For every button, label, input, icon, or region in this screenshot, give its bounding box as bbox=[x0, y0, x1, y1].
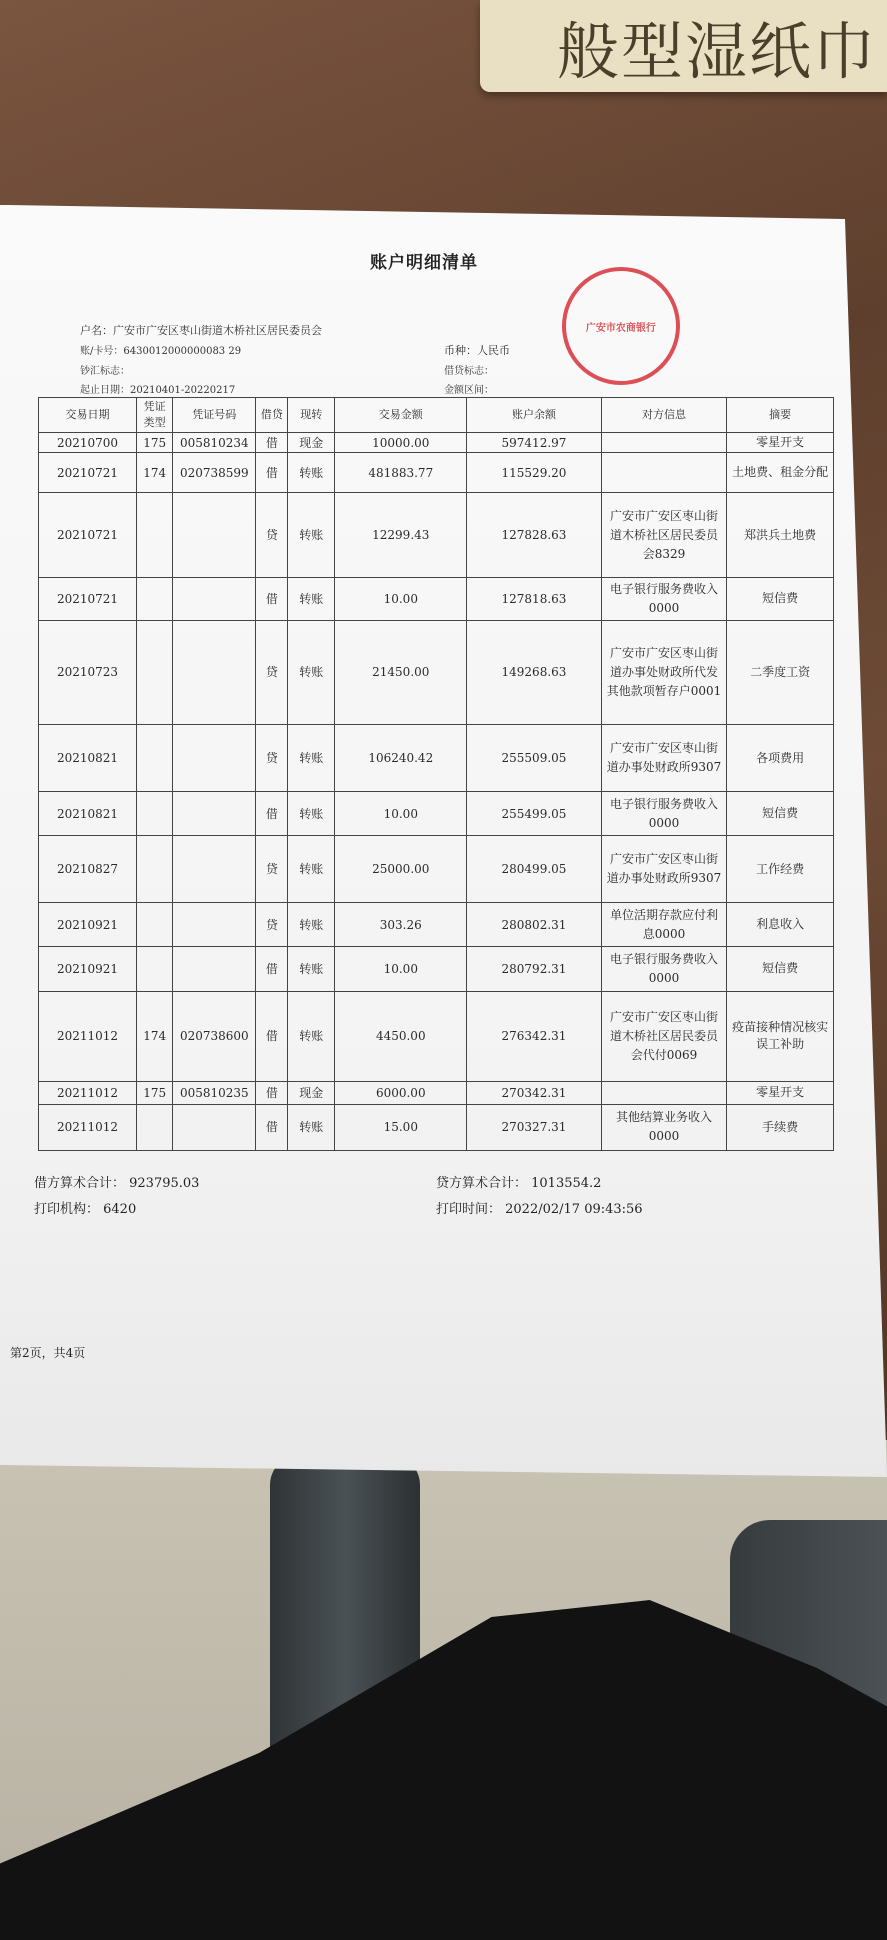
seal-text: 广安市农商银行 bbox=[586, 322, 656, 334]
table-row bbox=[39, 791, 834, 835]
cell-summary: 零星开支 bbox=[727, 433, 834, 453]
cell-date: 20210721 bbox=[39, 578, 137, 620]
cell-summary: 土地费、租金分配 bbox=[727, 453, 834, 493]
table-row bbox=[39, 1104, 834, 1151]
cell-voucher-type: 174 bbox=[137, 991, 173, 1082]
table-row bbox=[39, 620, 834, 725]
cell-voucher-no bbox=[173, 493, 256, 578]
cell-debit-credit: 借 bbox=[256, 947, 288, 991]
cell-balance: 270327.31 bbox=[467, 1104, 601, 1151]
cell-balance: 280802.31 bbox=[467, 902, 601, 946]
cell-summary: 短信费 bbox=[727, 947, 834, 991]
cell-summary: 利息收入 bbox=[727, 902, 834, 946]
cell-voucher-type bbox=[137, 620, 173, 725]
cell-voucher-no: 005810234 bbox=[173, 433, 256, 453]
cell-balance: 270342.31 bbox=[467, 1082, 601, 1104]
cell-debit-credit: 借 bbox=[256, 433, 288, 453]
cell-balance: 280499.05 bbox=[467, 836, 601, 903]
cell-date: 20211012 bbox=[39, 991, 137, 1082]
cell-amount: 25000.00 bbox=[335, 836, 467, 903]
cell-summary: 二季度工资 bbox=[727, 620, 834, 725]
table-row bbox=[39, 1082, 834, 1104]
cell-summary: 零星开支 bbox=[727, 1082, 834, 1104]
print-org: 打印机构： 6420 bbox=[34, 1202, 137, 1217]
cell-counterparty: 电子银行服务费收入0000 bbox=[601, 947, 727, 991]
cell-counterparty: 电子银行服务费收入0000 bbox=[601, 578, 727, 620]
cell-summary: 疫苗接种情况核实误工补助 bbox=[727, 991, 834, 1082]
cell-cash-transfer: 转账 bbox=[288, 578, 335, 620]
cell-date: 20210821 bbox=[39, 791, 137, 835]
cell-balance: 280792.31 bbox=[467, 947, 601, 991]
cell-voucher-no bbox=[173, 902, 256, 946]
cell-voucher-no bbox=[173, 578, 256, 620]
cell-cash-transfer: 转账 bbox=[288, 1104, 335, 1151]
cell-voucher-type: 175 bbox=[137, 433, 173, 453]
account-name: 户名：广安市广安区枣山街道木桥社区居民委员会 bbox=[80, 324, 322, 337]
cell-summary: 郑洪兵土地费 bbox=[727, 493, 834, 578]
cell-amount: 106240.42 bbox=[335, 725, 467, 792]
header-debit-credit: 借贷 bbox=[256, 398, 288, 433]
cell-voucher-type bbox=[137, 791, 173, 835]
cell-voucher-type bbox=[137, 947, 173, 991]
header-voucher-no: 凭证号码 bbox=[173, 398, 256, 433]
tissue-package-text: 般型湿纸巾 bbox=[556, 15, 877, 88]
table-row bbox=[39, 947, 834, 991]
cell-voucher-type: 174 bbox=[137, 453, 173, 493]
date-range: 起止日期：20210401-20220217 bbox=[80, 385, 236, 396]
cell-counterparty bbox=[601, 433, 727, 453]
table-row bbox=[39, 578, 834, 620]
cell-voucher-type bbox=[137, 1104, 173, 1151]
print-time: 打印时间： 2022/02/17 09:43:56 bbox=[436, 1202, 643, 1217]
cell-amount: 481883.77 bbox=[335, 453, 467, 493]
cell-counterparty: 其他结算业务收入0000 bbox=[601, 1104, 727, 1151]
table-row bbox=[39, 902, 834, 946]
cell-date: 20210921 bbox=[39, 902, 137, 946]
cell-date: 20210721 bbox=[39, 493, 137, 578]
table-row bbox=[39, 991, 834, 1082]
header-summary: 摘要 bbox=[727, 398, 834, 433]
tissue-package bbox=[480, 0, 887, 92]
cell-summary: 短信费 bbox=[727, 791, 834, 835]
cell-date: 20211012 bbox=[39, 1082, 137, 1104]
cell-cash-transfer: 现金 bbox=[288, 1082, 335, 1104]
cell-counterparty: 单位活期存款应付利息0000 bbox=[601, 902, 727, 946]
cell-date: 20210827 bbox=[39, 836, 137, 903]
cell-cash-transfer: 转账 bbox=[288, 453, 335, 493]
cell-counterparty: 广安市广安区枣山街道木桥社区居民委员会代付0069 bbox=[601, 991, 727, 1082]
cell-cash-transfer: 转账 bbox=[288, 991, 335, 1082]
cell-debit-credit: 借 bbox=[256, 1082, 288, 1104]
cell-voucher-type bbox=[137, 578, 173, 620]
account-number: 账/卡号：6430012000000083 29 bbox=[80, 346, 242, 357]
cell-summary: 各项费用 bbox=[727, 725, 834, 792]
header-counterparty: 对方信息 bbox=[601, 398, 727, 433]
cell-voucher-type bbox=[137, 902, 173, 946]
cell-debit-credit: 借 bbox=[256, 578, 288, 620]
cell-balance: 127828.63 bbox=[467, 493, 601, 578]
cell-cash-transfer: 转账 bbox=[288, 947, 335, 991]
cell-debit-credit: 贷 bbox=[256, 493, 288, 578]
table-row bbox=[39, 836, 834, 903]
cell-balance: 127818.63 bbox=[467, 578, 601, 620]
cell-debit-credit: 借 bbox=[256, 453, 288, 493]
currency: 币种：人民币 bbox=[444, 344, 510, 357]
cell-counterparty: 广安市广安区枣山街道办事处财政所代发其他款项暂存户0001 bbox=[601, 620, 727, 725]
cell-amount: 12299.43 bbox=[335, 493, 467, 578]
cell-debit-credit: 借 bbox=[256, 791, 288, 835]
cell-voucher-no bbox=[173, 947, 256, 991]
cell-date: 20211012 bbox=[39, 1104, 137, 1151]
cell-counterparty bbox=[601, 1082, 727, 1104]
cell-balance: 597412.97 bbox=[467, 433, 601, 453]
cell-voucher-no bbox=[173, 725, 256, 792]
cell-voucher-no bbox=[173, 620, 256, 725]
cell-counterparty bbox=[601, 453, 727, 493]
cell-summary: 工作经费 bbox=[727, 836, 834, 903]
cell-debit-credit: 借 bbox=[256, 991, 288, 1082]
cell-counterparty: 广安市广安区枣山街道办事处财政所9307 bbox=[601, 836, 727, 903]
cash-flag: 钞汇标志： bbox=[80, 366, 130, 377]
cell-balance: 255509.05 bbox=[467, 725, 601, 792]
cell-date: 20210723 bbox=[39, 620, 137, 725]
cell-voucher-type bbox=[137, 493, 173, 578]
transaction-table bbox=[38, 397, 834, 1151]
cell-debit-credit: 贷 bbox=[256, 836, 288, 903]
cell-cash-transfer: 转账 bbox=[288, 836, 335, 903]
document-title: 账户明细清单 bbox=[370, 253, 478, 273]
cell-voucher-type: 175 bbox=[137, 1082, 173, 1104]
cell-debit-credit: 贷 bbox=[256, 725, 288, 792]
cell-balance: 276342.31 bbox=[467, 991, 601, 1082]
table-row bbox=[39, 493, 834, 578]
cell-date: 20210721 bbox=[39, 453, 137, 493]
cell-balance: 255499.05 bbox=[467, 791, 601, 835]
cell-cash-transfer: 转账 bbox=[288, 725, 335, 792]
debit-credit-flag: 借贷标志： bbox=[444, 366, 494, 377]
debit-total: 借方算术合计： 923795.03 bbox=[34, 1176, 200, 1191]
table-header-row bbox=[39, 398, 834, 433]
cell-voucher-no bbox=[173, 836, 256, 903]
cell-cash-transfer: 转账 bbox=[288, 620, 335, 725]
cell-voucher-no: 005810235 bbox=[173, 1082, 256, 1104]
cell-balance: 115529.20 bbox=[467, 453, 601, 493]
cell-voucher-type bbox=[137, 836, 173, 903]
credit-total: 贷方算术合计： 1013554.2 bbox=[436, 1176, 602, 1191]
cell-counterparty: 电子银行服务费收入0000 bbox=[601, 791, 727, 835]
cell-amount: 4450.00 bbox=[335, 991, 467, 1082]
cell-amount: 10000.00 bbox=[335, 433, 467, 453]
cell-debit-credit: 借 bbox=[256, 1104, 288, 1151]
cell-cash-transfer: 转账 bbox=[288, 902, 335, 946]
cell-voucher-type bbox=[137, 725, 173, 792]
cell-summary: 短信费 bbox=[727, 578, 834, 620]
table-row bbox=[39, 453, 834, 493]
cell-voucher-no bbox=[173, 791, 256, 835]
page-number: 第2页，共4页 bbox=[10, 1346, 86, 1360]
table-row bbox=[39, 433, 834, 453]
cell-date: 20210921 bbox=[39, 947, 137, 991]
cell-voucher-no bbox=[173, 1104, 256, 1151]
cell-cash-transfer: 转账 bbox=[288, 493, 335, 578]
cell-voucher-no: 020738599 bbox=[173, 453, 256, 493]
cell-counterparty: 广安市广安区枣山街道办事处财政所9307 bbox=[601, 725, 727, 792]
cell-amount: 10.00 bbox=[335, 947, 467, 991]
cell-voucher-no: 020738600 bbox=[173, 991, 256, 1082]
cell-cash-transfer: 现金 bbox=[288, 433, 335, 453]
cell-balance: 149268.63 bbox=[467, 620, 601, 725]
header-cash-transfer: 现转 bbox=[288, 398, 335, 433]
cell-date: 20210700 bbox=[39, 433, 137, 453]
cell-date: 20210821 bbox=[39, 725, 137, 792]
header-amount: 交易金额 bbox=[335, 398, 467, 433]
cell-amount: 303.26 bbox=[335, 902, 467, 946]
header-voucher-type: 凭证类型 bbox=[137, 398, 173, 433]
table-row bbox=[39, 725, 834, 792]
header-date: 交易日期 bbox=[39, 398, 137, 433]
cell-counterparty: 广安市广安区枣山街道木桥社区居民委员会8329 bbox=[601, 493, 727, 578]
cell-amount: 10.00 bbox=[335, 791, 467, 835]
amount-range: 金额区间： bbox=[444, 385, 494, 396]
cell-amount: 15.00 bbox=[335, 1104, 467, 1151]
header-balance: 账户余额 bbox=[467, 398, 601, 433]
cell-amount: 6000.00 bbox=[335, 1082, 467, 1104]
cell-debit-credit: 贷 bbox=[256, 902, 288, 946]
cell-amount: 21450.00 bbox=[335, 620, 467, 725]
cell-amount: 10.00 bbox=[335, 578, 467, 620]
cell-summary: 手续费 bbox=[727, 1104, 834, 1151]
cell-debit-credit: 贷 bbox=[256, 620, 288, 725]
cell-cash-transfer: 转账 bbox=[288, 791, 335, 835]
